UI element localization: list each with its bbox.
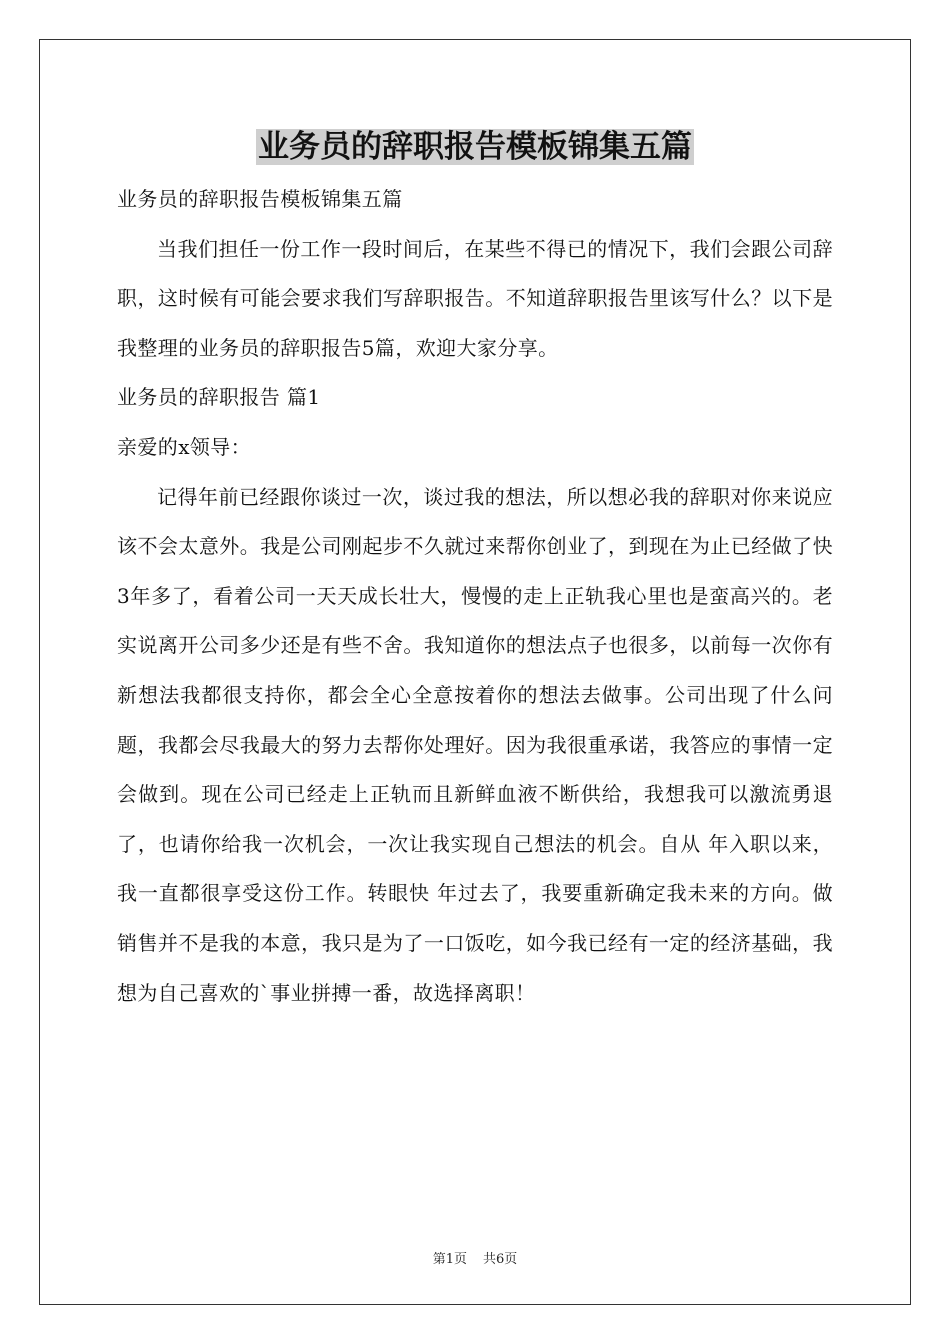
page-total: 共6页 xyxy=(483,1252,518,1267)
document-title-text: 业务员的辞职报告模板锦集五篇 xyxy=(258,129,692,165)
document-body xyxy=(117,175,833,1018)
page-number: 第1页 xyxy=(432,1252,467,1267)
document-title xyxy=(0,124,950,170)
body-paragraph: 记得年前已经跟你谈过一次，谈过我的想法，所以想必我的辞职对你来说应该不会太意外。我是公司刚起步不久就过来帮你创业了，到现在为止已经做了快3年多了，看着公司一天天成长壮大，慢慢的走上正轨我心里也是蛮高兴的。老实说离开公司多少还是有些不舍。我知道你的想法点子也很多，以前每一次你有新想法我都很支持你，都会全心全意按着你的想法去做事。公司出现了什么问题，我都会尽我最大的努力去帮你处理好。因为我很重承诺，我答应的事情一定会做到。现在公司已经走上正轨而且新鲜血液不断供给，我想我可以激流勇退了，也请你给我一次机会，一次让我实现自己想法的机会。自从 年入职以来，我一直都很享受这份工作。转眼快 年过去了，我要重新确定我未来的方向。做销售并不是我的本意，我只是为了一口饭吃，如今我已经有一定的经济基础，我想为自己喜欢的`事业拼搏一番，故选择离职！ xyxy=(117,484,833,1005)
subtitle-line: 业务员的辞职报告模板锦集五篇 xyxy=(117,187,403,211)
intro-paragraph: 当我们担任一份工作一段时间后，在某些不得已的情况下，我们会跟公司辞职，这时候有可能会要求我们写辞职报告。不知道辞职报告里该写什么？以下是我整理的业务员的辞职报告5篇，欢迎大家分享。 xyxy=(117,236,833,360)
section-heading: 业务员的辞职报告 篇1 xyxy=(117,385,321,410)
salutation: 亲爱的x领导： xyxy=(117,434,252,459)
page-footer xyxy=(0,1248,950,1267)
